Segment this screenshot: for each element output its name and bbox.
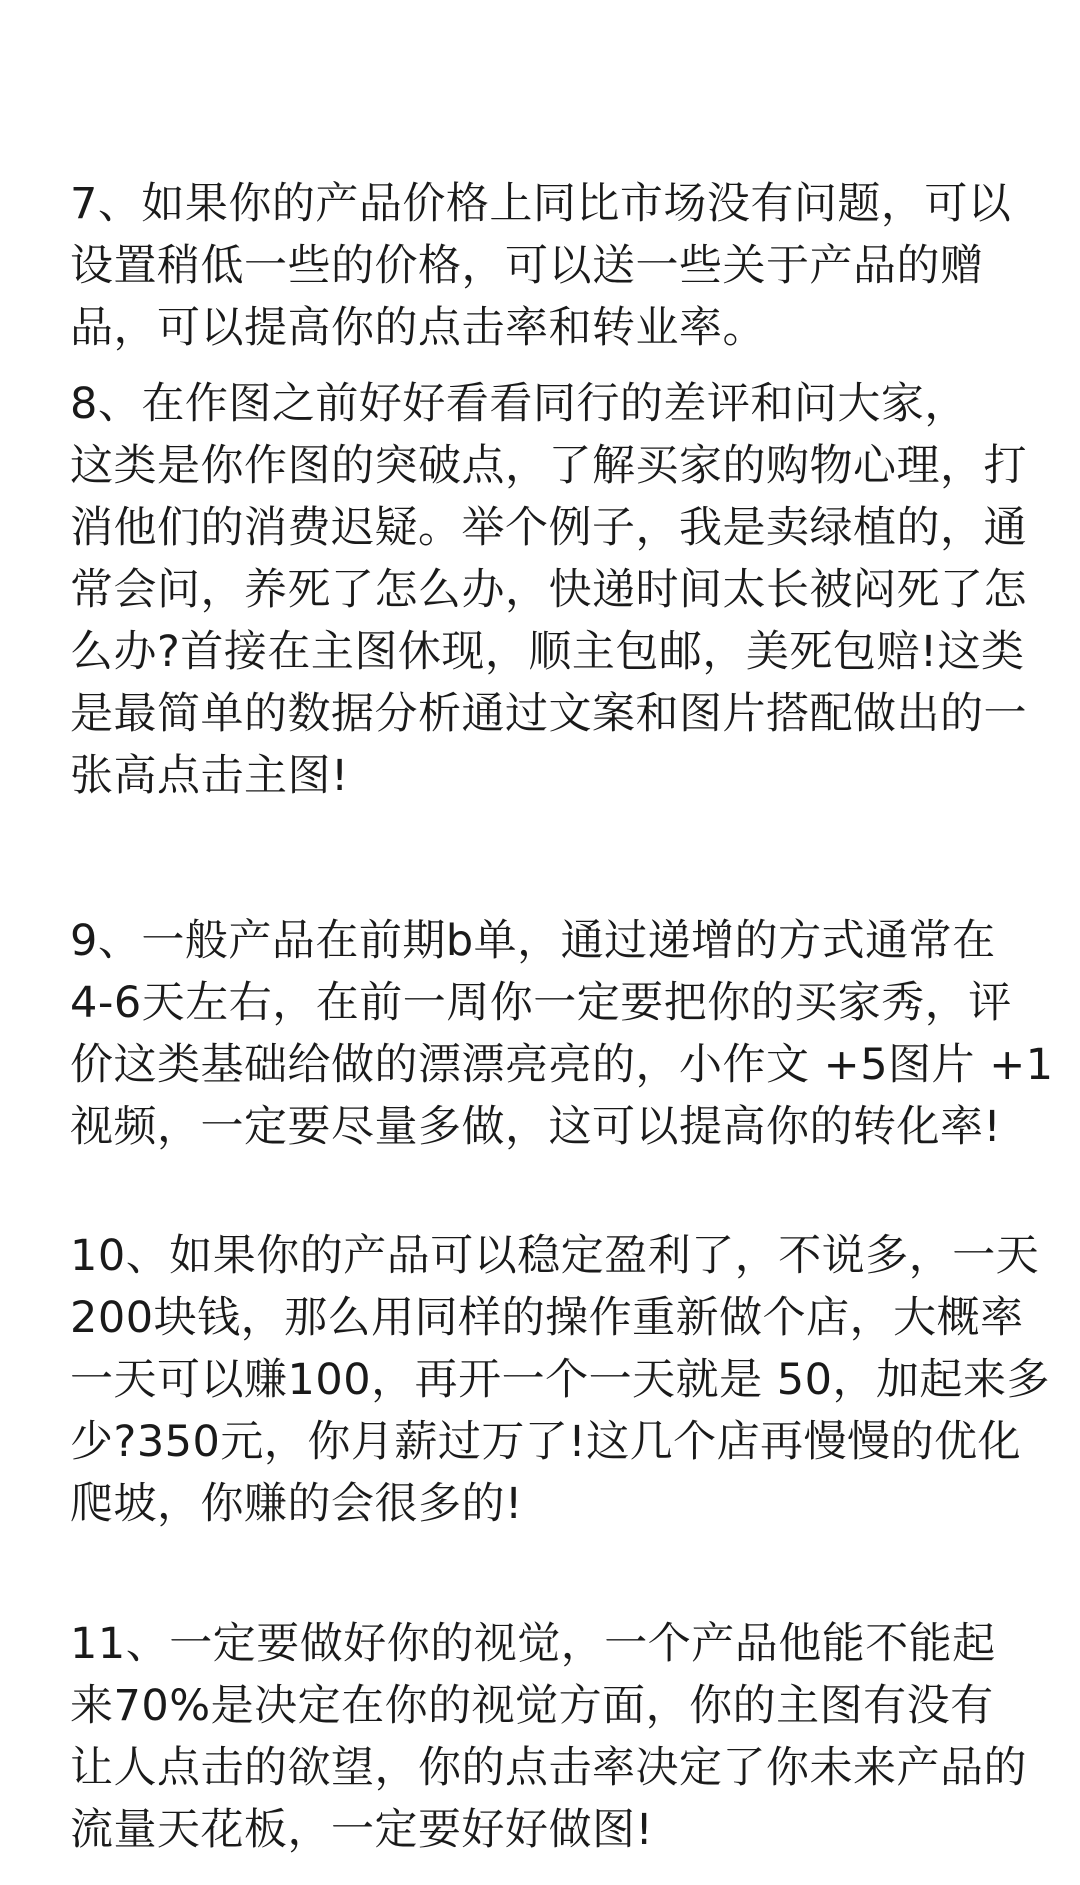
paragraph-7 (70, 173, 1030, 359)
text-line: 7、如果你的产品价格上同比市场没有问题，可以 (70, 179, 1012, 229)
text-line: 10、如果你的产品可以稳定盈利了，不说多，一天 (70, 1231, 1040, 1281)
text-line: 设置稍低一些的价格，可以送一些关于产品的赠 (70, 241, 984, 291)
text-line: 视频，一定要尽量多做，这可以提高你的转化率! (70, 1102, 1002, 1152)
text-line: 消他们的消费迟疑。举个例子，我是卖绿植的，通 (70, 503, 1027, 553)
text-line: 么办?首接在主图休现，顺主包邮，美死包赔!这类 (70, 627, 1025, 677)
text-line: 200块钱，那么用同样的操作重新做个店，大概率 (70, 1293, 1024, 1343)
paragraph-10 (70, 1225, 1050, 1535)
text-line: 少?350元，你月薪过万了!这几个店再慢慢的优化 (70, 1417, 1022, 1467)
text-line: 一天可以赚100，再开一个一天就是 50，加起来多 (70, 1355, 1050, 1405)
text-line: 让人点击的欲望，你的点击率决定了你未来产品的 (70, 1743, 1027, 1793)
text-line: 是最简单的数据分析通过文案和图片搭配做出的一 (70, 689, 1027, 739)
text-line: 来70%是决定在你的视觉方面，你的主图有没有 (70, 1681, 994, 1731)
text-line: 流量天花板，一定要好好做图! (70, 1805, 654, 1855)
paragraph-9 (70, 910, 1054, 1158)
text-line: 价这类基础给做的漂漂亮亮的，小作文 +5图片 +1 (70, 1040, 1054, 1090)
text-line: 这类是你作图的突破点，了解买家的购物心理，打 (70, 441, 1027, 491)
paragraph-11 (70, 1613, 1030, 1861)
text-line: 爬坡，你赚的会很多的! (70, 1479, 523, 1529)
text-line: 品，可以提高你的点击率和转业率。 (70, 303, 766, 353)
text-line: 11、一定要做好你的视觉，一个产品他能不能起 (70, 1619, 996, 1669)
text-line: 4-6天左右，在前一周你一定要把你的买家秀，评 (70, 978, 1012, 1028)
text-line: 张高点击主图! (70, 751, 349, 801)
text-line: 8、在作图之前好好看看同行的差评和问大家， (70, 379, 968, 429)
text-line: 9、一般产品在前期b单，通过递增的方式通常在 (70, 916, 996, 966)
text-line: 常会问，养死了怎么办，快递时间太长被闷死了怎 (70, 565, 1027, 615)
paragraph-8 (70, 373, 1030, 807)
